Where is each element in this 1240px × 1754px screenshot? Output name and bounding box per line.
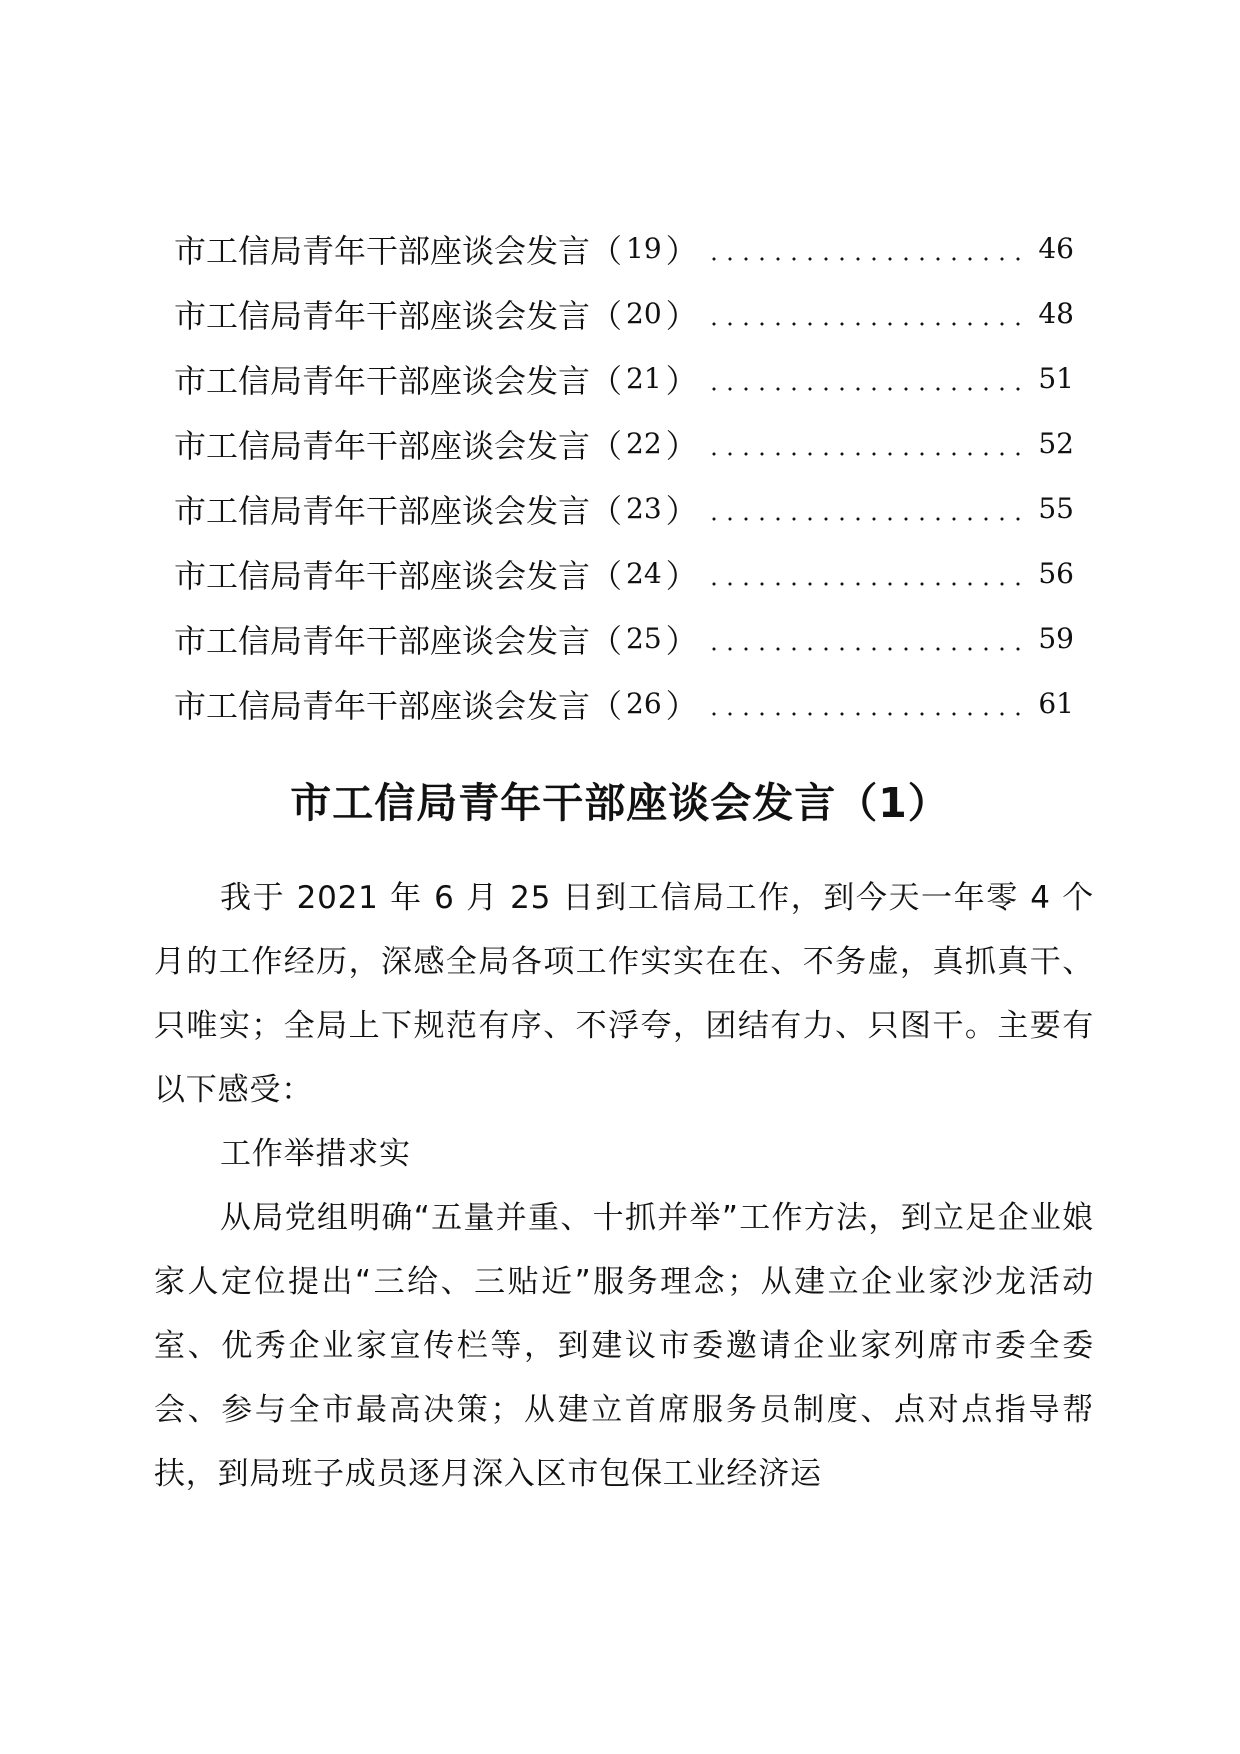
paragraph-intro: 我于 2021 年 6 月 25 日到工信局工作，到今天一年零 4 个月的工作经历，深感全局各项工作实实在在、不务虚，真抓真干、只唯实；全局上下规范有序、不浮夸，团结有力、只图干。主要有以下感受： [154,880,1094,1108]
toc-entry-page: 56 [1038,557,1074,590]
toc-entry[interactable] [174,476,1074,541]
toc-entry-number: 23 [626,492,662,525]
toc-entry-close-paren: ） [665,621,698,660]
paragraph-subheading: 工作举措求实 [220,1136,411,1172]
paragraph-body: 从局党组明确“五量并重、十抓并举”工作方法，到立足企业娘家人定位提出“三给、三贴近”服务理念；从建立企业家沙龙活动室、优秀企业家宣传栏等，到建议市委邀请企业家列席市委全委会、参与全市最高决策；从建立首席服务员制度、点对点指导帮扶，到局班子成员逐月深入区市包保工业经济运 [154,1200,1094,1492]
toc-entry-title: 市工信局青年干部座谈会发言 [174,231,591,270]
toc-entry-page: 59 [1038,622,1074,655]
toc-entry-page: 51 [1038,362,1074,395]
toc-entry-open-paren: （ [590,491,623,530]
toc-entry-close-paren: ） [665,686,698,725]
toc-dot-leader [706,322,1024,326]
toc-entry-title: 市工信局青年干部座谈会发言 [174,361,591,400]
toc-entry-open-paren: （ [590,426,623,465]
toc-dot-leader [706,517,1024,521]
toc-entry-title: 市工信局青年干部座谈会发言 [174,426,591,465]
toc-dot-leader [706,647,1024,651]
toc-entry-open-paren: （ [590,296,623,335]
toc-entry-close-paren: ） [665,361,698,400]
toc-entry-close-paren: ） [665,231,698,270]
toc-entry-open-paren: （ [590,231,623,270]
toc-entry-open-paren: （ [590,621,623,660]
section-heading: 市工信局青年干部座谈会发言（1） [290,779,950,827]
toc-entry[interactable] [174,671,1074,736]
toc-dot-leader [706,257,1024,261]
toc-entry-title: 市工信局青年干部座谈会发言 [174,621,591,660]
toc-entry[interactable] [174,411,1074,476]
toc-entry-open-paren: （ [590,686,623,725]
toc-entry-number: 26 [626,687,662,720]
toc-entry-open-paren: （ [590,556,623,595]
toc-entry-number: 25 [626,622,662,655]
toc-entry-number: 22 [626,427,662,460]
toc-dot-leader [706,712,1024,716]
toc-entry-title: 市工信局青年干部座谈会发言 [174,556,591,595]
toc-entry-title: 市工信局青年干部座谈会发言 [174,296,591,335]
table-of-contents [174,216,1074,736]
toc-entry-page: 52 [1038,427,1074,460]
toc-entry-close-paren: ） [665,556,698,595]
toc-entry[interactable] [174,216,1074,281]
toc-entry-open-paren: （ [590,361,623,400]
toc-entry-close-paren: ） [665,426,698,465]
toc-entry-close-paren: ） [665,491,698,530]
toc-dot-leader [706,452,1024,456]
toc-dot-leader [706,582,1024,586]
toc-entry-number: 20 [626,297,662,330]
toc-entry[interactable] [174,541,1074,606]
toc-entry-number: 24 [626,557,662,590]
toc-entry-page: 61 [1038,687,1074,720]
toc-entry-title: 市工信局青年干部座谈会发言 [174,686,591,725]
body-text [154,866,1094,1506]
toc-entry[interactable] [174,346,1074,411]
toc-entry[interactable] [174,281,1074,346]
toc-entry-page: 55 [1038,492,1074,525]
toc-entry-page: 48 [1038,297,1074,330]
toc-entry-number: 19 [626,232,662,265]
toc-entry-number: 21 [626,362,662,395]
toc-entry-close-paren: ） [665,296,698,335]
toc-entry-page: 46 [1038,232,1074,265]
toc-dot-leader [706,387,1024,391]
toc-entry[interactable] [174,606,1074,671]
toc-entry-title: 市工信局青年干部座谈会发言 [174,491,591,530]
